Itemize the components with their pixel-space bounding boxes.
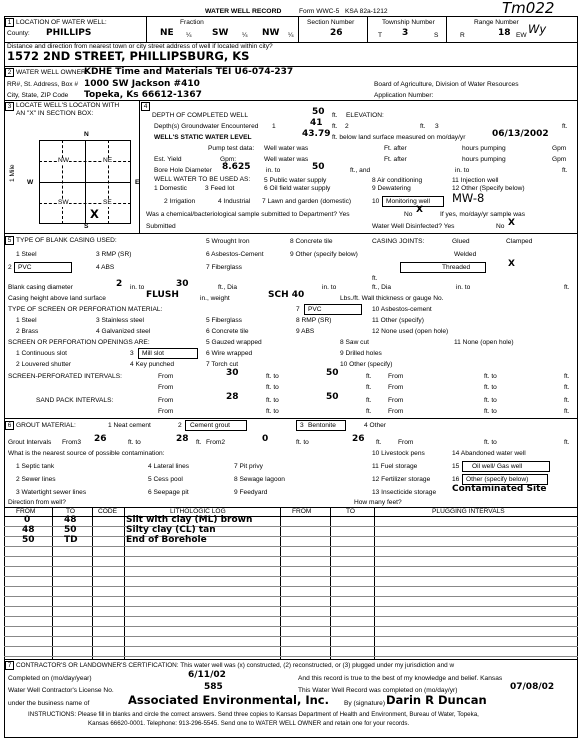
- grout-from3: From3: [62, 439, 82, 446]
- chem-x: X: [416, 205, 423, 215]
- use-monitoring: Monitoring well: [386, 198, 430, 205]
- sand-to-value: 50: [326, 392, 339, 402]
- use-other-value: MW-8: [452, 191, 485, 205]
- bore-and: ft., and: [350, 167, 371, 174]
- bore-label: Bore Hole Diameter: [154, 167, 212, 174]
- license-label: Water Well Contractor's License No.: [8, 687, 114, 694]
- chem-ifyes: If yes, mo/day/yr sample was: [440, 211, 526, 218]
- grout-3-num: 3: [300, 422, 304, 429]
- screen-brass: 2 Brass: [16, 328, 39, 335]
- log-row-rule: [4, 536, 578, 537]
- log-row-to: 48: [64, 515, 77, 525]
- compass-w: W: [27, 179, 34, 186]
- sand-to-label-4: ft. to: [484, 408, 497, 415]
- ft-unit: ft.: [564, 373, 570, 380]
- ft-unit: ft.: [420, 123, 426, 130]
- use-aircon: 8 Air conditioning: [372, 177, 423, 184]
- fraction-1: NE: [160, 28, 174, 38]
- address-value: 1000 SW Jackson #410: [84, 79, 200, 89]
- township-t: T: [378, 32, 383, 39]
- signature-value: Darin R Duncan: [386, 693, 487, 707]
- lbs-label: Lbs./ft. Wall thickness or gauge No.: [340, 295, 444, 302]
- completed-label: Completed on (mo/day/year): [8, 675, 92, 682]
- ft-unit: ft.: [332, 123, 338, 130]
- log-header-to-2: TO: [346, 508, 356, 515]
- casing-asbestos: 6 Asbestos-Cement: [206, 251, 264, 258]
- blank-ft-dia-2: ft., Dia: [372, 284, 392, 291]
- section-label: Section Number: [307, 19, 355, 26]
- screen-fiberglass: 5 Fiberglass: [206, 317, 242, 324]
- screen-title: TYPE OF SCREEN OR PERFORATION MATERIAL:: [8, 306, 163, 313]
- certification-text: CONTRACTOR'S OR LANDOWNER'S CERTIFICATION: This water well was (x) constructed, (2) reconstructed, or (3) plugged under my jurisdiction and w: [16, 662, 455, 669]
- groundwater-label: Depth(s) Groundwater Encountered: [154, 123, 259, 130]
- pump-label: Pump test data:: [208, 145, 255, 152]
- blank-in-to: in. to: [130, 284, 145, 291]
- open-saw: 8 Saw cut: [340, 339, 369, 346]
- use-10-num: 10: [372, 198, 380, 205]
- blank-to-value: 30: [176, 279, 189, 289]
- src-other: Other (specify below): [466, 476, 529, 483]
- log-row-rule: [4, 546, 578, 547]
- locate-title-1: LOCATE WELL'S LOCATON WITH: [16, 102, 120, 109]
- grout-2-from: 0: [262, 434, 269, 444]
- quarter-mark: ¼: [288, 32, 294, 39]
- casing-wrought: 5 Wrought Iron: [206, 238, 250, 245]
- casing-fiberglass: 7 Fiberglass: [206, 264, 242, 271]
- grout-to-2: ft. to: [296, 439, 309, 446]
- gw3-num: 3: [435, 123, 439, 130]
- open-key: 4 Key punched: [130, 361, 174, 368]
- ft-unit: ft.: [564, 439, 570, 446]
- log-row-rule: [4, 586, 578, 587]
- src-insecticide: 13 Insecticide storage: [372, 489, 437, 496]
- ft-unit: ft.: [564, 284, 570, 291]
- howmany-label: How many feet?: [354, 499, 402, 506]
- perf-from-label-3: From: [158, 384, 174, 391]
- depth-value: 50: [312, 107, 325, 117]
- blank-in-to-2: in. to: [322, 284, 337, 291]
- yield-after: Ft. after: [384, 156, 407, 163]
- log-header-plugging: PLUGGING INTERVALS: [432, 508, 505, 515]
- pump-ww: Well water was: [264, 145, 309, 152]
- grout-neat: 1 Neat cement: [108, 422, 151, 429]
- yield-gpm: Gpm:: [220, 156, 237, 163]
- height-value: FLUSH: [146, 290, 179, 300]
- quarter-mark: ¼: [186, 32, 192, 39]
- log-header-lithology: LITHOLOGIC LOG: [170, 508, 226, 515]
- chem-question: Was a chemical/bacteriological sample submitted to Department? Yes: [146, 211, 350, 218]
- log-row-rule: [4, 656, 578, 657]
- blank-ft-dia: ft., Dia: [218, 284, 238, 291]
- section-4-number: 4: [141, 102, 150, 111]
- township-label: Township Number: [382, 19, 435, 26]
- log-header-from: FROM: [16, 508, 36, 515]
- section-6-number: 6: [5, 421, 14, 430]
- ft-unit: ft.: [372, 275, 378, 282]
- ft-unit: ft.: [366, 384, 372, 391]
- open-gauzed: 5 Gauzed wrapped: [206, 339, 262, 346]
- ft-unit: ft.: [366, 408, 372, 415]
- sand-to-label-3: ft. to: [266, 408, 279, 415]
- weight-value: SCH 40: [268, 290, 305, 300]
- grout-cement: Cement grout: [190, 422, 230, 429]
- ft-unit: ft.: [196, 439, 202, 446]
- sand-to-label-2: ft. to: [484, 397, 497, 404]
- src-oilgas: Oil well/ Gas well: [472, 463, 523, 470]
- log-header-to: TO: [66, 508, 76, 515]
- bore-in-to-2: in. to: [455, 167, 470, 174]
- blank-dia-value: 2: [116, 279, 123, 289]
- static-tail: ft. below land surface measured on mo/day/yr: [332, 134, 466, 141]
- blank-in-to-3: in. to: [456, 284, 471, 291]
- src-lateral: 4 Lateral lines: [148, 463, 190, 470]
- owner-label: WATER WELL OWNER:: [16, 69, 88, 76]
- quarter-mark: ¼: [242, 32, 248, 39]
- fraction-2: SW: [212, 28, 229, 38]
- location-x-mark: X: [90, 207, 99, 221]
- ft-unit: ft.: [564, 397, 570, 404]
- openings-title: SCREEN OR PERFORATION OPENINGS ARE:: [8, 339, 150, 346]
- log-row-rule: [4, 626, 578, 627]
- source-label: What is the nearest source of possible contamination:: [8, 450, 165, 457]
- use-public: 5 Public water supply: [264, 177, 327, 184]
- section-1-number: 1: [5, 18, 14, 27]
- log-row-rule: [4, 566, 578, 567]
- log-row-rule: [4, 556, 578, 557]
- disinfected-label: Water Well Disinfected? Yes: [372, 223, 455, 230]
- license-value: 585: [204, 682, 223, 692]
- open-torch: 7 Torch cut: [206, 361, 239, 368]
- elevation-label: ELEVATION:: [346, 112, 384, 119]
- ft-unit: ft.: [332, 112, 338, 119]
- distance-label: Distance and direction from nearest town or city street address of well if located within city?: [7, 43, 273, 50]
- signature-label: By (signature): [344, 700, 386, 707]
- log-row-description: Silty clay (CL) tan: [126, 525, 216, 535]
- county-value: PHILLIPS: [46, 28, 92, 38]
- log-row-rule: [4, 616, 578, 617]
- src-feedyard: 9 Feedyard: [234, 489, 268, 496]
- log-row-rule: [4, 576, 578, 577]
- yield-ww: Well water was: [264, 156, 309, 163]
- weight-label: in., weight: [200, 295, 230, 302]
- instructions-2: Kansas 66620-0001. Telephone: 913-296-5545. Send one to WATER WELL OWNER and retain one for your records.: [88, 720, 410, 727]
- grout-1-to: 28: [176, 434, 189, 444]
- city-label: City, State, ZIP Code: [7, 92, 69, 99]
- use-other: 12 Other (Specify below): [452, 185, 525, 192]
- pump-hrs: hours pumping: [462, 145, 506, 152]
- log-row-rule: [4, 646, 578, 647]
- static-date: 06/13/2002: [492, 129, 549, 139]
- use-industrial: 4 Industrial: [218, 198, 251, 205]
- joints-clamped: Clamped: [506, 238, 533, 245]
- business-label: under the business name of: [8, 700, 90, 707]
- disinfected-no: No: [496, 223, 505, 230]
- compass-e: E: [135, 179, 140, 186]
- src-cess: 5 Cess pool: [148, 476, 183, 483]
- perf-to-label-3: ft. to: [266, 384, 279, 391]
- open-drilled: 9 Drilled holes: [340, 350, 382, 357]
- grid-se: SE: [103, 199, 112, 206]
- range-ew: EW: [516, 32, 527, 39]
- perf-from-value: 30: [226, 368, 239, 378]
- sand-from-label-2: From: [388, 397, 404, 404]
- joints-label: CASING JOINTS:: [372, 238, 425, 245]
- board-text: Board of Agriculture, Division of Water Resources: [374, 81, 519, 88]
- perf-from-label: From: [158, 373, 174, 380]
- locate-title-2: AN "X" IN SECTION BOX:: [16, 110, 94, 117]
- range-r: R: [460, 32, 465, 39]
- static-value: 43.79: [302, 129, 331, 139]
- grout-2-num: 2: [178, 422, 182, 429]
- casing-steel: 1 Steel: [16, 251, 37, 258]
- log-row-to: 50: [64, 525, 77, 535]
- application-label: Application Number:: [374, 92, 434, 99]
- open-continuous: 1 Continuous slot: [16, 350, 67, 357]
- open-other: 10 Other (specify): [340, 361, 393, 368]
- joints-welded: Welded: [454, 251, 477, 258]
- grout-to-1: ft. to: [128, 439, 141, 446]
- groundwater-1: 41: [310, 118, 323, 128]
- fraction-label: Fraction: [180, 19, 204, 26]
- open-none: 11 None (open hole): [454, 339, 514, 346]
- screen-other: 11 Other (specify): [372, 317, 424, 324]
- screen-rmp: 8 RMP (SR): [296, 317, 332, 324]
- src-fertilizer: 12 Fertilizer storage: [372, 476, 431, 483]
- casing-pvc-num: 2: [8, 264, 12, 271]
- log-row-description: End of Borehole: [126, 535, 207, 545]
- pump-gpm: Gpm: [552, 145, 567, 152]
- src-16-num: 16: [452, 476, 460, 483]
- sand-from-value: 28: [226, 392, 239, 402]
- src-livestock: 10 Livestock pens: [372, 450, 425, 457]
- grout-2-to: 26: [352, 434, 365, 444]
- casing-other: 9 Other (specify below): [290, 251, 358, 258]
- use-feedlot: 3 Feed lot: [205, 185, 235, 192]
- sand-from-label: From: [158, 397, 174, 404]
- perf-to-value: 50: [326, 368, 339, 378]
- log-row-rule: [4, 636, 578, 637]
- joints-glued: Glued: [452, 238, 470, 245]
- range-ew-mark: Wy: [528, 22, 547, 36]
- screen-steel: 1 Steel: [16, 317, 37, 324]
- grout-to-3: ft. to: [484, 439, 497, 446]
- src-lagoon: 8 Sewage lagoon: [234, 476, 285, 483]
- grid-sw: SW: [58, 199, 69, 206]
- casing-abs: 4 ABS: [96, 264, 115, 271]
- mile-label: 1 Mile: [9, 164, 16, 182]
- src-sewer: 2 Sewer lines: [16, 476, 56, 483]
- distance-value: 1572 2ND STREET, PHILLIPSBURG, KS: [7, 49, 250, 63]
- screen-stainless: 3 Stainless steel: [96, 317, 145, 324]
- grout-1-from: 26: [94, 434, 107, 444]
- record-date: 07/08/02: [510, 682, 555, 692]
- screen-pvc-num: 7: [296, 306, 300, 313]
- sand-from-label-3: From: [158, 408, 174, 415]
- form-number: Form WWC-5: [299, 8, 340, 15]
- ft-unit: ft.: [366, 373, 372, 380]
- yield-hrs: hours pumping: [462, 156, 506, 163]
- grid-nw: NW: [58, 157, 69, 164]
- ft-unit: ft.: [562, 123, 568, 130]
- casing-title: TYPE OF BLANK CASING USED:: [16, 237, 117, 244]
- bore-value: 8.625: [222, 162, 251, 172]
- ft-unit: ft.: [376, 439, 382, 446]
- src-septic: 1 Septic tank: [16, 463, 55, 470]
- ft-unit: ft.: [564, 408, 570, 415]
- perf-from-label-4: From: [388, 384, 404, 391]
- disinfected-x: X: [508, 218, 515, 228]
- compass-n: N: [84, 131, 89, 138]
- src-watertight: 3 Watertight sewer lines: [16, 489, 87, 496]
- screen-concrete: 6 Concrete tile: [206, 328, 249, 335]
- open-mill: Mill slot: [142, 350, 164, 357]
- submitted-label: Submitted: [146, 223, 176, 230]
- section-2-number: 2: [5, 68, 14, 77]
- threaded-x: X: [508, 259, 515, 269]
- perf-label: SCREEN-PERFORATED INTERVALS:: [8, 373, 122, 380]
- section-5-number: 5: [5, 236, 14, 245]
- joints-threaded: Threaded: [442, 264, 471, 271]
- height-label: Casing height above land surface: [8, 295, 106, 302]
- sand-label: SAND PACK INTERVALS:: [36, 397, 114, 404]
- use-dewatering: 9 Dewatering: [372, 185, 411, 192]
- casing-pvc: PVC: [18, 264, 32, 271]
- grout-bentonite: Bentonite: [308, 422, 336, 429]
- section-value: 26: [330, 28, 343, 38]
- range-value: 18: [498, 28, 511, 38]
- source-other-value: Contaminated Site: [452, 484, 547, 494]
- log-row-from: 50: [22, 535, 35, 545]
- screen-none: 12 None used (open hole): [372, 328, 449, 335]
- screen-pvc: PVC: [308, 306, 322, 313]
- compass-s: S: [84, 223, 89, 230]
- ft-unit: ft.: [366, 397, 372, 404]
- log-row-description: Silt with clay (ML) brown: [126, 515, 253, 525]
- log-row-rule: [4, 596, 578, 597]
- ft-unit: ft.: [564, 384, 570, 391]
- yield-gpm-2: Gpm: [552, 156, 567, 163]
- range-label: Range Number: [474, 19, 519, 26]
- section-7-number: 7: [5, 661, 14, 670]
- use-injection: 11 Injection well: [452, 177, 499, 184]
- screen-asbestos: 10 Asbestos-cement: [372, 306, 432, 313]
- location-title: LOCATION OF WATER WELL:: [16, 19, 107, 26]
- handwritten-id: Tm022: [502, 0, 555, 17]
- bore-in-to: in. to: [266, 167, 281, 174]
- use-domestic: 1 Domestic: [154, 185, 187, 192]
- grout-intervals-label: Grout Intervals: [8, 439, 52, 446]
- perf-to-label-2: ft. to: [484, 373, 497, 380]
- use-oilfield: 6 Oil field water supply: [264, 185, 331, 192]
- form-title: WATER WELL RECORD: [205, 8, 282, 15]
- screen-abs: 9 ABS: [296, 328, 315, 335]
- grout-other: 4 Other: [364, 422, 386, 429]
- county-label: County:: [7, 30, 30, 37]
- perf-from-label-2: From: [388, 373, 404, 380]
- record-label: This Water Well Record was completed on (mo/day/yr): [298, 687, 458, 694]
- grout-from-3: From: [398, 439, 414, 446]
- casing-rmp: 3 RMP (SR): [96, 251, 132, 258]
- open-louvered: 2 Louvered shutter: [16, 361, 71, 368]
- open-wire: 6 Wire wrapped: [206, 350, 253, 357]
- business-value: Associated Environmental, Inc.: [128, 693, 329, 707]
- true-text: And this record is true to the best of my knowledge and belief. Kansas: [298, 675, 503, 682]
- address-label: RR#, St. Address, Box #: [7, 81, 79, 88]
- perf-to-label-4: ft. to: [484, 384, 497, 391]
- src-15-num: 15: [452, 463, 460, 470]
- blank-dia-label: Blank casing diameter: [8, 284, 73, 291]
- grout-title: GROUT MATERIAL:: [16, 422, 76, 429]
- ksa-number: KSA 82a-1212: [345, 8, 388, 15]
- use-irrigation: 2 Irrigation: [164, 198, 196, 205]
- log-header-code: CODE: [98, 508, 118, 515]
- src-seepage: 6 Seepage pit: [148, 489, 189, 496]
- src-abandoned: 14 Abandoned water well: [452, 450, 526, 457]
- yield-label: Est. Yield: [154, 156, 182, 163]
- log-row-to: TD: [64, 535, 78, 545]
- ft-unit: ft.: [562, 167, 568, 174]
- static-label: WELL'S STATIC WATER LEVEL: [154, 134, 252, 141]
- direction-label: Direction from well?: [8, 499, 66, 506]
- casing-concrete: 8 Concrete tile: [290, 238, 333, 245]
- screen-galv: 4 Galvanized steel: [96, 328, 151, 335]
- chem-no: No: [404, 211, 413, 218]
- sand-from-label-4: From: [388, 408, 404, 415]
- src-fuel: 11 Fuel storage: [372, 463, 418, 470]
- perf-to-label: ft. to: [266, 373, 279, 380]
- bore-to: 50: [312, 162, 325, 172]
- depth-label: DEPTH OF COMPLETED WELL: [152, 112, 248, 119]
- log-row-rule: [4, 526, 578, 527]
- src-pit: 7 Pit privy: [234, 463, 263, 470]
- log-row-rule: [4, 606, 578, 607]
- city-value: Topeka, Ks 66612-1367: [84, 90, 202, 100]
- section-3-number: 3: [5, 102, 14, 111]
- township-value: 3: [402, 28, 409, 38]
- open-mill-num: 3: [130, 350, 134, 357]
- log-row-from: 48: [22, 525, 35, 535]
- completed-date: 6/11/02: [188, 670, 226, 680]
- log-row-from: 0: [24, 515, 31, 525]
- use-label: WELL WATER TO BE USED AS:: [154, 176, 251, 183]
- fraction-3: NW: [262, 28, 280, 38]
- grout-from2: From2: [206, 439, 226, 446]
- gw1-num: 1: [272, 123, 276, 130]
- use-lawn: 7 Lawn and garden (domestic): [262, 198, 352, 205]
- instructions-1: INSTRUCTIONS: Please fill in blanks and circle the correct answers. Send three copies to Kansas Department of Health and Environment, Bureau of Water, Topeka,: [28, 711, 479, 718]
- gw2-num: 2: [345, 123, 349, 130]
- sand-to-label: ft. to: [266, 397, 279, 404]
- owner-value: KDHE Time and Materials TEI U6-074-237: [84, 67, 294, 77]
- log-header-from-2: FROM: [292, 508, 312, 515]
- township-s: S: [434, 32, 439, 39]
- grid-ne: NE: [103, 157, 113, 164]
- pump-after: Ft. after: [384, 145, 407, 152]
